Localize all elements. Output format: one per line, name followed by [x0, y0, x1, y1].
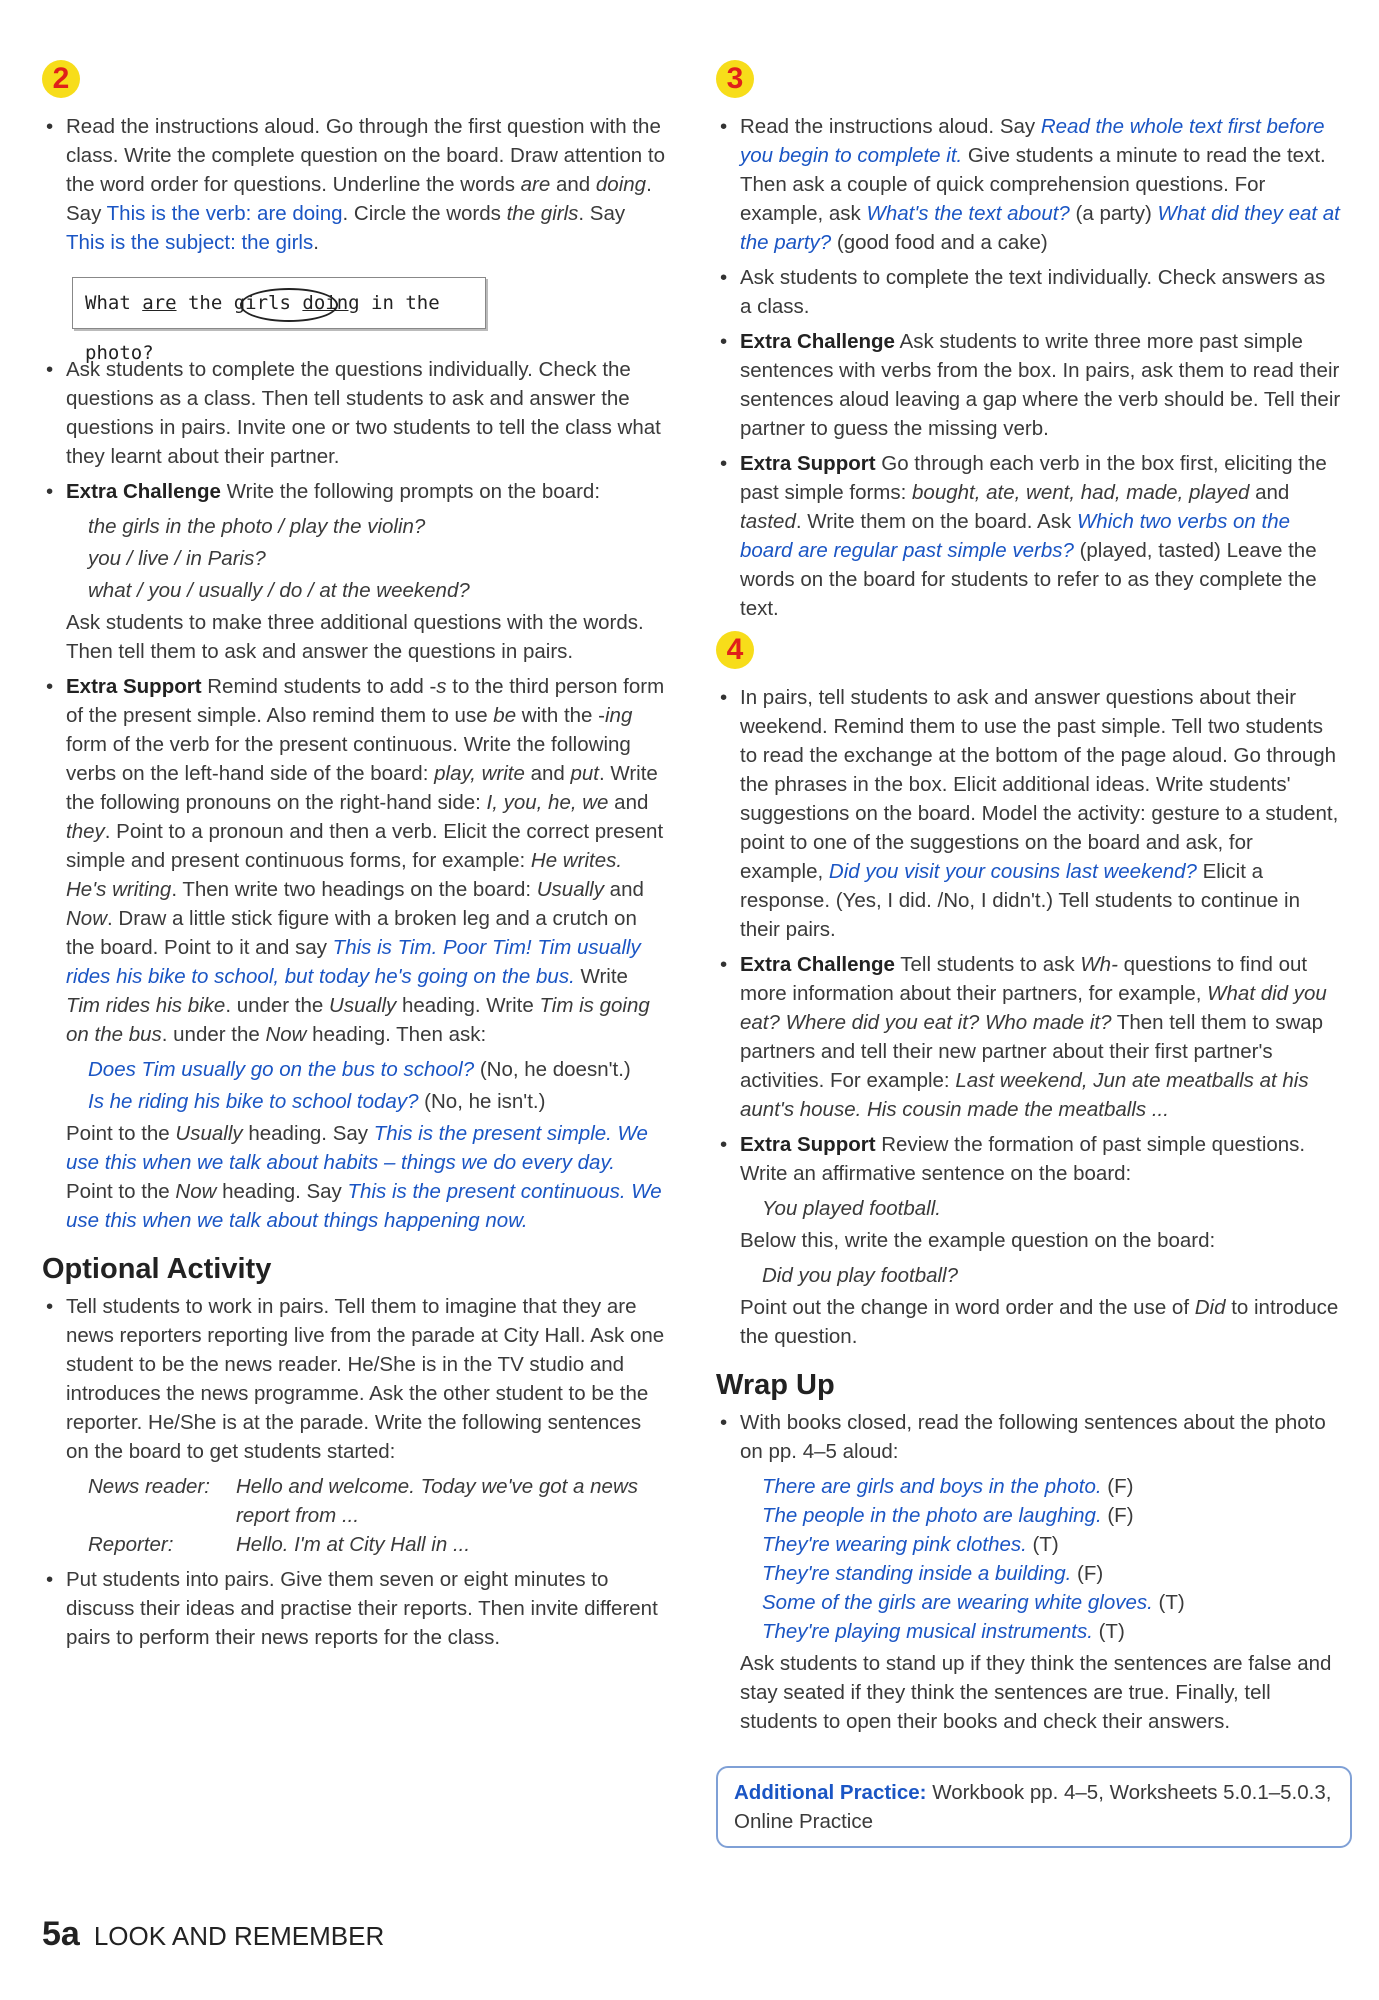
optional-activity-heading: Optional Activity: [42, 1253, 272, 1285]
example-question-box: What are the girls doing in the photo?: [72, 277, 486, 329]
right-column: [716, 60, 1341, 1848]
wrap-up-sentence: The people in the photo are laughing. (F): [762, 1504, 1134, 1527]
wrap-up-sentence: They're wearing pink clothes. (T): [762, 1533, 1059, 1556]
section-3-instructions: • Read the instructions aloud. Say Read the whole text first before you begin to complete it. Give students a minute to read the text. Then ask a couple of quick comprehension questions. For example, ask What's the text about? (a party) What did they eat at the party? (good food and a cake): [716, 112, 1341, 257]
section-2-conclusion: Point to the Usually heading. Say This is the present simple. We use this when we talk about habits – things we do every day. Point to the Now heading. Say This is the present continuous. We use this when we talk about things happening now.: [66, 1122, 662, 1232]
reporter-line: Hello. I'm at City Hall in ...: [236, 1533, 471, 1556]
tim-question-1: Does Tim usually go on the bus to school? (No, he doesn't.): [88, 1058, 631, 1081]
section-2-challenge-followup: Ask students to make three additional questions with the words. Then tell them to ask and answer the questions in pairs.: [66, 611, 644, 663]
news-reader-label: News reader:: [88, 1475, 210, 1498]
prompt-1: the girls in the photo / play the violin?: [88, 515, 426, 538]
unit-title: LOOK AND REMEMBER: [93, 1921, 385, 1951]
section-4-extra-support: • Extra Support Review the formation of past simple questions. Write an affirmative sentence on the board:: [716, 1130, 1341, 1188]
prompt-3: what / you / usually / do / at the weekend?: [88, 579, 470, 602]
wrap-up-instructions: • With books closed, read the following sentences about the photo on pp. 4–5 aloud:: [716, 1408, 1341, 1466]
wrap-up-heading: Wrap Up: [716, 1369, 835, 1401]
optional-activity-instructions: • Tell students to work in pairs. Tell them to imagine that they are news reporters reporting live from the parade at City Hall. Ask one student to be the news reader. He/She is in the TV studio and introduces the news programme. Ask the other student to be the reporter. He/She is at the parade. Write the following sentences on the board to get students started:: [42, 1292, 667, 1466]
section-2-badge: 2: [42, 60, 80, 98]
section-2-pairs-instructions: • Ask students to complete the questions individually. Check the questions as a class. Then tell students to ask and answer the questions in pairs. Invite one or two students to tell the class what they learnt about their partner.: [42, 355, 667, 471]
reporter-label: Reporter:: [88, 1533, 174, 1556]
section-3-extra-support: • Extra Support Go through each verb in the box first, eliciting the past simple forms: bought, ate, went, had, made, played and tasted. Write them on the board. Ask Which two verbs on the board are regular past simple verbs? (played, tasted) Leave the words on the board for students to refer to as they complete the text.: [716, 449, 1341, 623]
prompt-2: you / live / in Paris?: [88, 547, 266, 570]
news-script: [42, 1472, 667, 1559]
section-3-badge: 3: [716, 60, 754, 98]
section-4-point: Point out the change in word order and the use of Did to introduce the question.: [740, 1296, 1339, 1348]
example-question: Did you play football?: [762, 1264, 959, 1287]
news-reader-line: Hello and welcome. Today we've got a news report from ...: [236, 1475, 638, 1527]
tim-question-2: Is he riding his bike to school today? (No, he isn't.): [88, 1090, 546, 1113]
section-4-below: Below this, write the example question on the board:: [740, 1229, 1216, 1252]
wrap-up-sentence: There are girls and boys in the photo. (F): [762, 1475, 1134, 1498]
wrap-up-sentence: They're standing inside a building. (F): [762, 1562, 1104, 1585]
section-4-badge: 4: [716, 631, 754, 669]
wrap-up-conclusion: Ask students to stand up if they think the sentences are false and stay seated if they think the sentences are true. Finally, tell students to open their books and check their answers.: [740, 1652, 1332, 1733]
example-affirmative: You played football.: [762, 1197, 941, 1220]
section-3-check: • Ask students to complete the text individually. Check answers as a class.: [716, 263, 1341, 321]
section-2-instructions: • Read the instructions aloud. Go through the first question with the class. Write the complete question on the board. Draw attention to the word order for questions. Underline the words are and doing. Say This is the verb: are doing. Circle the words the girls. Say This is the subject: the girls.: [42, 112, 667, 257]
optional-activity-pairs: • Put students into pairs. Give them seven or eight minutes to discuss their ideas and practise their reports. Then invite different pairs to perform their news reports for the class.: [42, 1565, 667, 1652]
section-3-extra-challenge: • Extra Challenge Ask students to write three more past simple sentences with verbs from the box. In pairs, ask them to read their sentences aloud leaving a gap where the verb should be. Tell their partner to guess the missing verb.: [716, 327, 1341, 443]
subject-circle: [240, 288, 338, 322]
wrap-up-sentence: They're playing musical instruments. (T): [762, 1620, 1125, 1643]
page-number: 5a: [42, 1915, 80, 1953]
additional-practice-box: Additional Practice: Workbook pp. 4–5, Worksheets 5.0.1–5.0.3, Online Practice: [716, 1766, 1352, 1848]
page-footer: [42, 1915, 384, 1954]
wrap-up-sentence: Some of the girls are wearing white gloves. (T): [762, 1591, 1185, 1614]
section-4-instructions: • In pairs, tell students to ask and answer questions about their weekend. Remind them to use the past simple. Tell two students to read the exchange at the bottom of the page aloud. Go through the phrases in the box. Elicit additional ideas. Write students' suggestions on the board. Model the activity: gesture to a student, point to one of the suggestions on the board and ask, for example, Did you visit your cousins last weekend? Elicit a response. (Yes, I did. /No, I didn't.) Tell students to continue in their pairs.: [716, 683, 1341, 944]
section-2-extra-challenge: • Extra Challenge Write the following prompts on the board:: [42, 477, 667, 506]
section-2-extra-support: • Extra Support Remind students to add -s to the third person form of the present simple. Also remind them to use be with the -ing form of the verb for the present continuous. Write the following verbs on the left-hand side of the board: play, write and put. Write the following pronouns on the right-hand side: I, you, he, we and they. Point to a pronoun and then a verb. Elicit the correct present simple and present continuous forms, for example: He writes. He's writing. Then write two headings on the board: Usually and Now. Draw a little stick figure with a broken leg and a crutch on the board. Point to it and say This is Tim. Poor Tim! Tim usually rides his bike to school, but today he's going on the bus. Write Tim rides his bike. under the Usually heading. Write Tim is going on the bus. under the Now heading. Then ask:: [42, 672, 667, 1049]
section-4-extra-challenge: • Extra Challenge Tell students to ask Wh- questions to find out more information about their partners, for example, What did you eat? Where did you eat it? Who made it? Then tell them to swap partners and tell their new partner about their first partner's activities. For example: Last weekend, Jun ate meatballs at his aunt's house. His cousin made the meatballs ...: [716, 950, 1341, 1124]
left-column: [42, 60, 667, 1658]
